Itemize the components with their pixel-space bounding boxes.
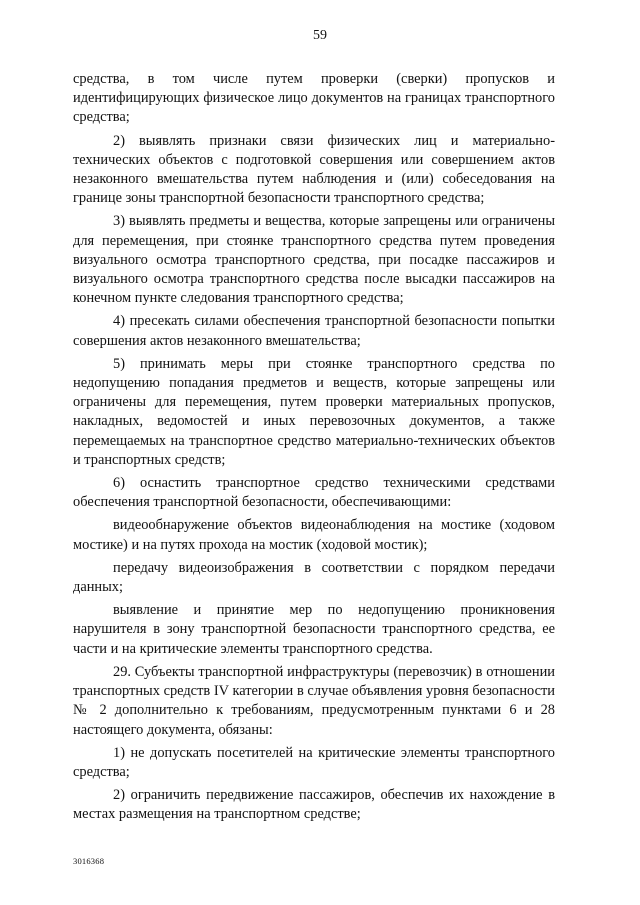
page-number: 59 [313,28,327,43]
paragraph-3: 3) выявлять предметы и вещества, которые запрещены или ограничены для перемещения, при стоянке транспортного средства путем проведения визуального осмотра транспортного средства, при посадке пассажиров и визуального осмотра транспортного средства после высадки пассажиров на конечном пункте следования транспортного средства; [73,213,555,307]
paragraph-4: 4) пресекать силами обеспечения транспортной безопасности попытки совершения актов незаконного вмешательства; [73,313,555,349]
paragraph-2: 2) выявлять признаки связи физических лиц и материально-технических объектов с подготовкой совершения или совершением актов незаконного вмешательства путем наблюдения и (или) собеседования на границе зоны транспортной безопасности транспортного средства; [73,132,555,207]
paragraph-10: 29. Субъекты транспортной инфраструктуры (перевозчик) в отношении транспортных средств IV категории в случае объявления уровня безопасности № 2 дополнительно к требованиям, предусмотренным пунктами 6 и 28 настоящего документа, обязаны: [73,663,555,738]
paragraph-11: 1) не допускать посетителей на критические элементы транспортного средства; [73,744,555,780]
paragraph-5: 5) принимать меры при стоянке транспортного средства по недопущению попадания предметов и веществ, которые запрещены или ограничены для перемещения, путем проверки материальных пропусков, накладных, ведомостей и иных перевозочных документов, а также перемещаемых на транспортное средство материально-технических объектов и транспортных средств; [73,355,555,468]
document-code: 3016368 [73,856,105,866]
paragraph-12: 2) ограничить передвижение пассажиров, обеспечив их нахождение в местах размещения на транспортном средстве; [73,787,555,823]
paragraph-6: 6) оснастить транспортное средство техническими средствами обеспечения транспортной безопасности, обеспечивающими: [73,475,555,511]
paragraph-7: видеообнаружение объектов видеонаблюдения на мостике (ходовом мостике) и на путях прохода на мостик (ходовой мостик); [73,517,555,553]
paragraph-9: выявление и принятие мер по недопущению проникновения нарушителя в зону транспортной безопасности транспортного средства, ее части и на критические элементы транспортного средства. [73,602,555,657]
paragraph-1: средства, в том числе путем проверки (сверки) пропусков и идентифицирующих физическое лицо документов на границах транспортного средства; [73,71,555,126]
paragraph-8: передачу видеоизображения в соответствии с порядком передачи данных; [73,559,555,596]
document-body [73,70,555,829]
